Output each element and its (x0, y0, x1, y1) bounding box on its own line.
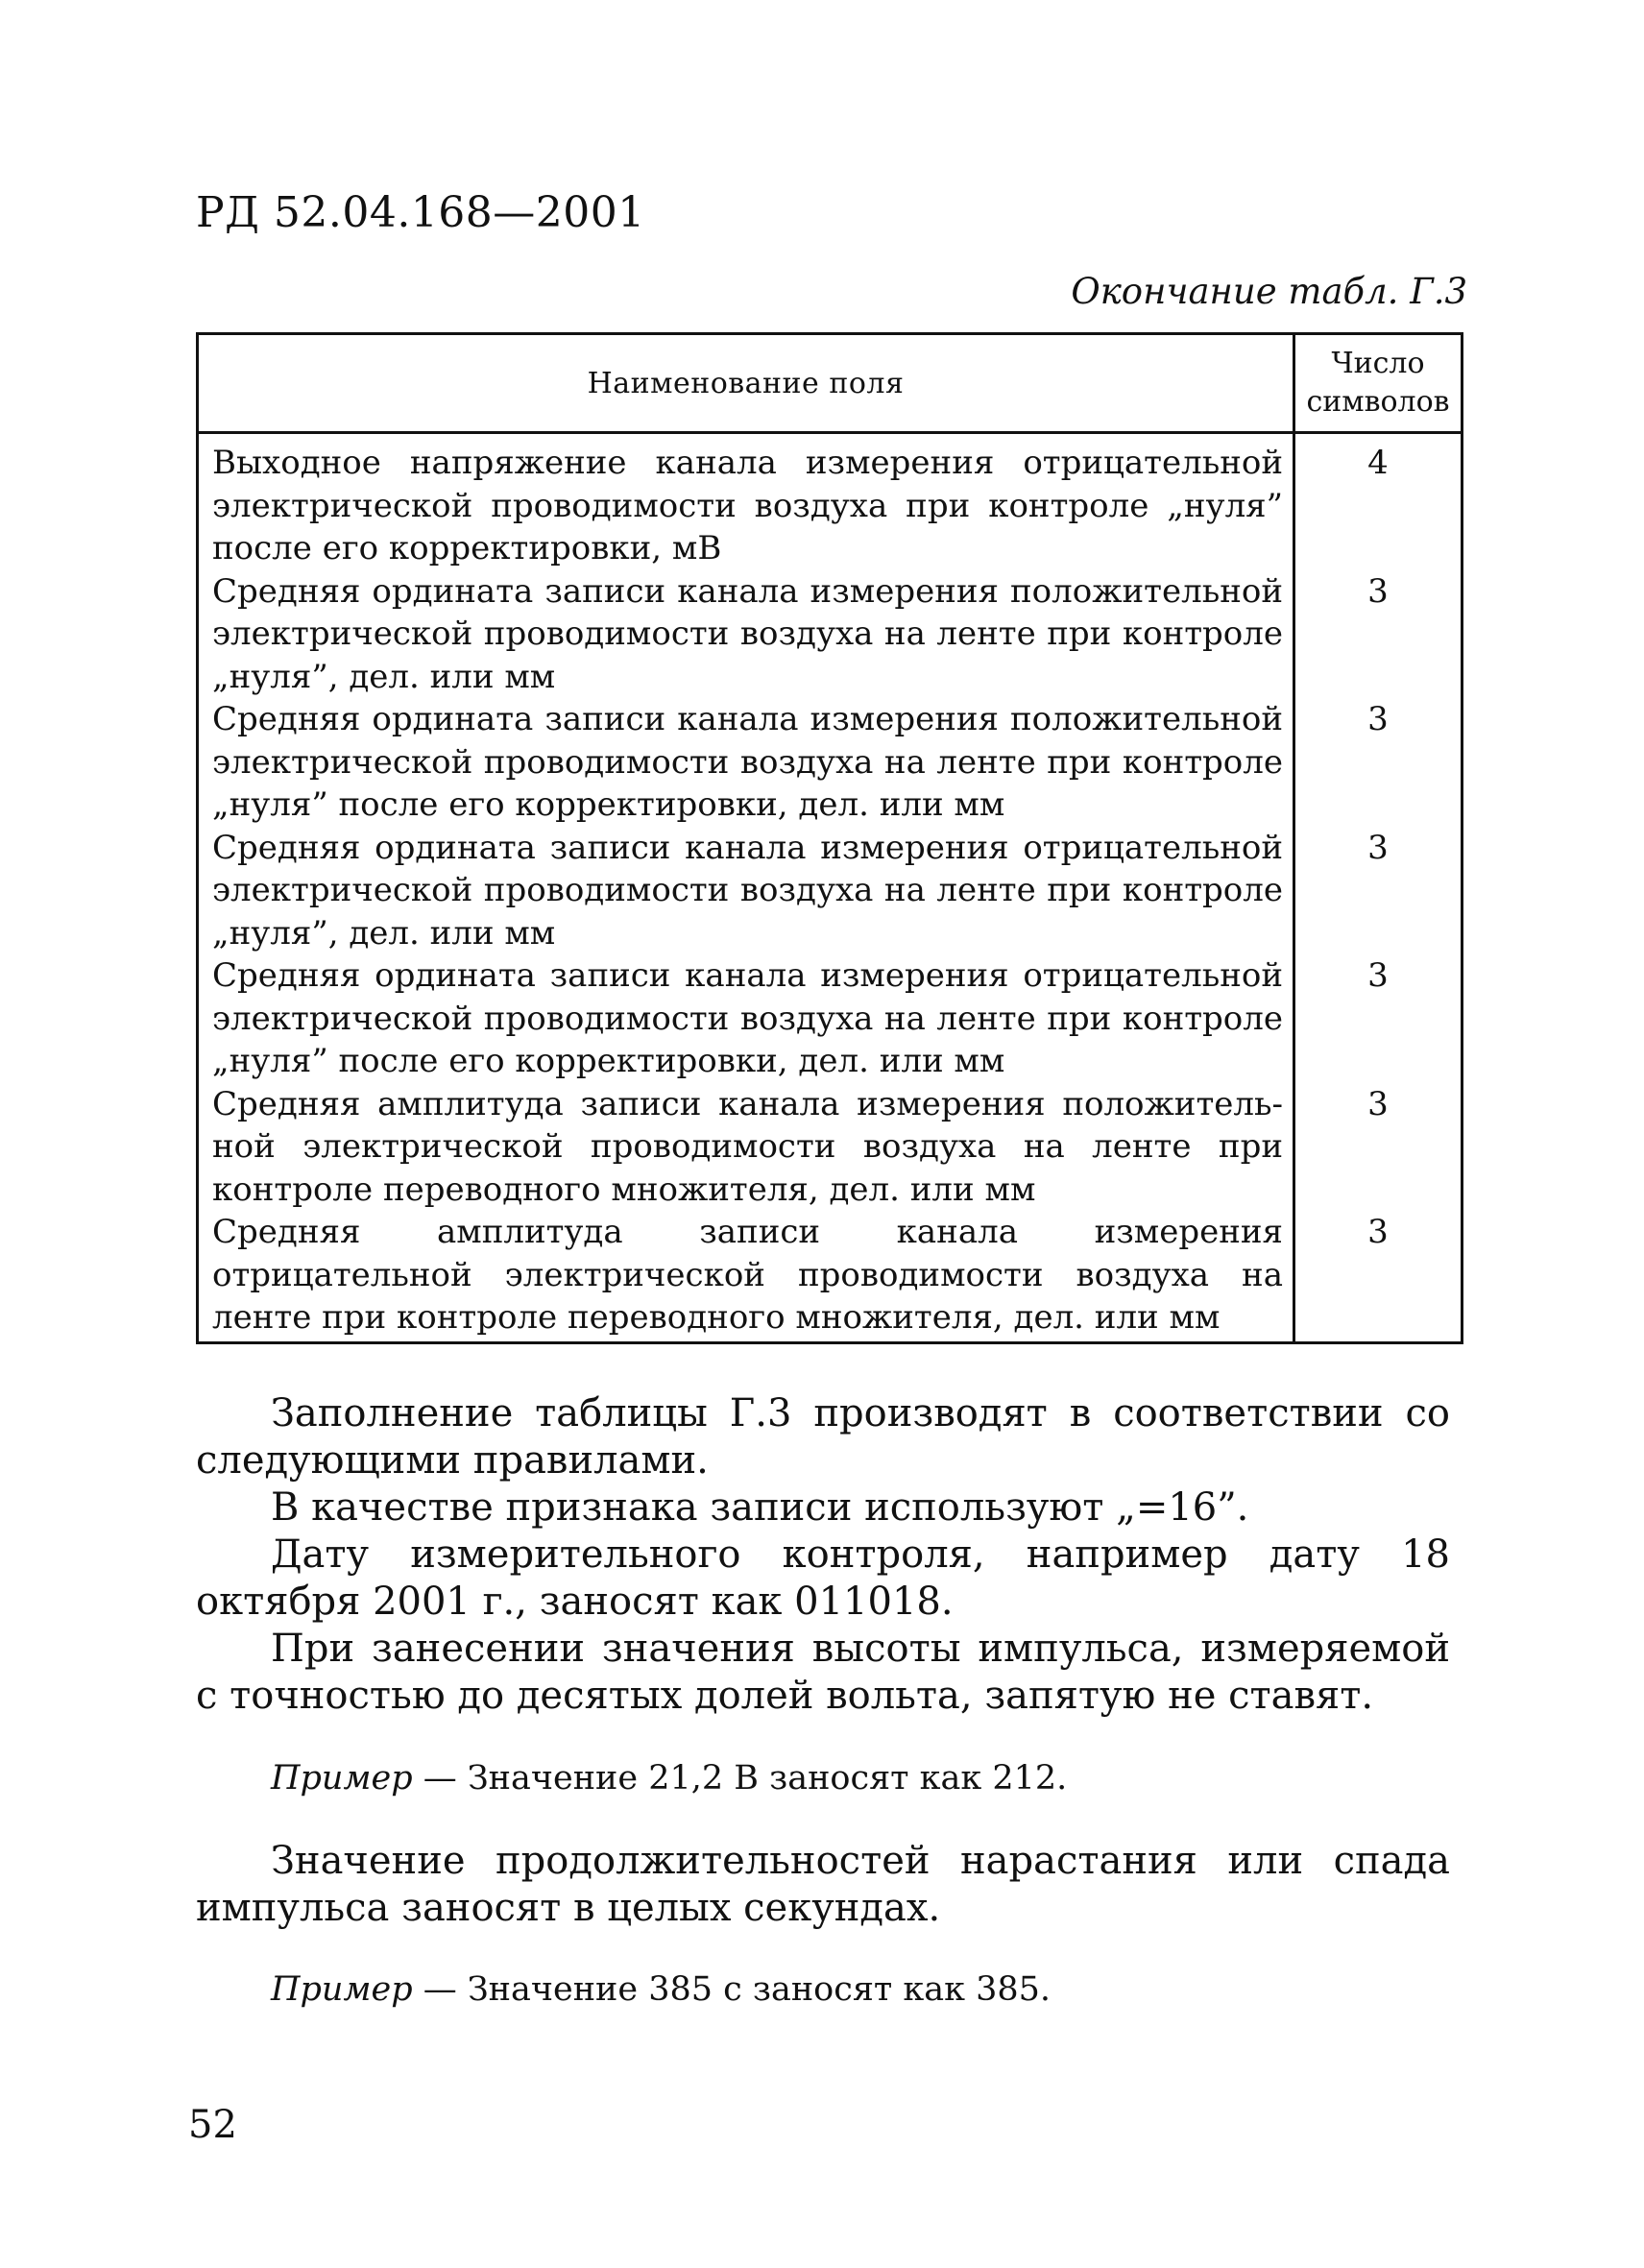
table-row (198, 698, 1463, 827)
paragraph: Заполнение таблицы Г.3 производят в соответствии со следующими правилами. (196, 1391, 1450, 1483)
table-row (198, 954, 1463, 1083)
page-number: 52 (188, 2103, 237, 2147)
symbol-count-cell: 4 (1294, 433, 1463, 570)
example-2 (271, 1970, 1051, 2009)
paragraph: Дату измерительного контроля, например дату 18 октября 2001 г., заносят как 011018. (196, 1532, 1450, 1624)
paragraph: При занесении значения высоты импульса, измеряемой с точностью до десятых долей вольта, запятую не ставят. (196, 1627, 1450, 1718)
column-header-count-line2: символов (1306, 385, 1450, 419)
paragraph: В качестве признака записи используют „=16”. (271, 1485, 1249, 1530)
symbol-count-cell: 3 (1294, 1211, 1463, 1342)
field-name-cell: Выходное напряжение канала измерения отрицательной электрической проводимости воздуха при контроле „нуля” после его корректировки, мВ (198, 433, 1294, 570)
symbol-count-cell: 3 (1294, 698, 1463, 827)
example-1 (271, 1759, 1067, 1798)
example-lead: Пример (271, 1759, 413, 1798)
table-row (198, 433, 1463, 570)
rules-text (196, 1390, 1450, 1720)
field-name-cell: Средняя амплитуда записи канала измерения отрицательной электрической проводимости воздуха на ленте при контроле переводного множителя, дел. или мм (198, 1211, 1294, 1342)
example-text: — Значение 385 с заносят как 385. (412, 1970, 1052, 2009)
table-row (198, 570, 1463, 699)
field-name-cell: Средняя ордината записи канала измерения положительной электрической проводимости воздуха на ленте при контроле „нуля”, дел. или мм (198, 570, 1294, 699)
field-name-cell: Средняя ордината записи канала измерения положительной электрической проводимости воздуха на ленте при контроле „нуля” после его корректировки, дел. или мм (198, 698, 1294, 827)
field-name-cell: Средняя ордината записи канала измерения отрицательной электрической проводимости воздуха на ленте при контроле „нуля” после его корректировки, дел. или мм (198, 954, 1294, 1083)
fields-table (196, 332, 1463, 1344)
field-name-cell: Средняя амплитуда записи канала измерения положительной электрической проводимости воздуха на ленте при контроле переводного множителя, дел. или мм (198, 1083, 1294, 1212)
symbol-count-cell: 3 (1294, 570, 1463, 699)
field-name-cell: Средняя ордината записи канала измерения отрицательной электрической проводимости воздуха на ленте при контроле „нуля”, дел. или мм (198, 827, 1294, 955)
table-row (198, 827, 1463, 955)
column-header-count (1294, 334, 1463, 433)
rules-text-continued (196, 1838, 1450, 1932)
example-text: — Значение 21,2 В заносят как 212. (412, 1759, 1068, 1798)
symbol-count-cell: 3 (1294, 954, 1463, 1083)
example-lead: Пример (271, 1970, 413, 2009)
column-header-count-line1: Число (1331, 347, 1425, 380)
document-code: РД 52.04.168—2001 (196, 188, 645, 237)
table-row (198, 1083, 1463, 1212)
table-header-row (198, 334, 1463, 433)
symbol-count-cell: 3 (1294, 827, 1463, 955)
column-header-name: Наименование поля (198, 334, 1294, 433)
table-row (198, 1211, 1463, 1342)
paragraph: Значение продолжительностей нарастания или спада импульса заносят в целых секундах. (196, 1839, 1450, 1930)
symbol-count-cell: 3 (1294, 1083, 1463, 1212)
table-caption: Окончание табл. Г.3 (1071, 271, 1467, 312)
